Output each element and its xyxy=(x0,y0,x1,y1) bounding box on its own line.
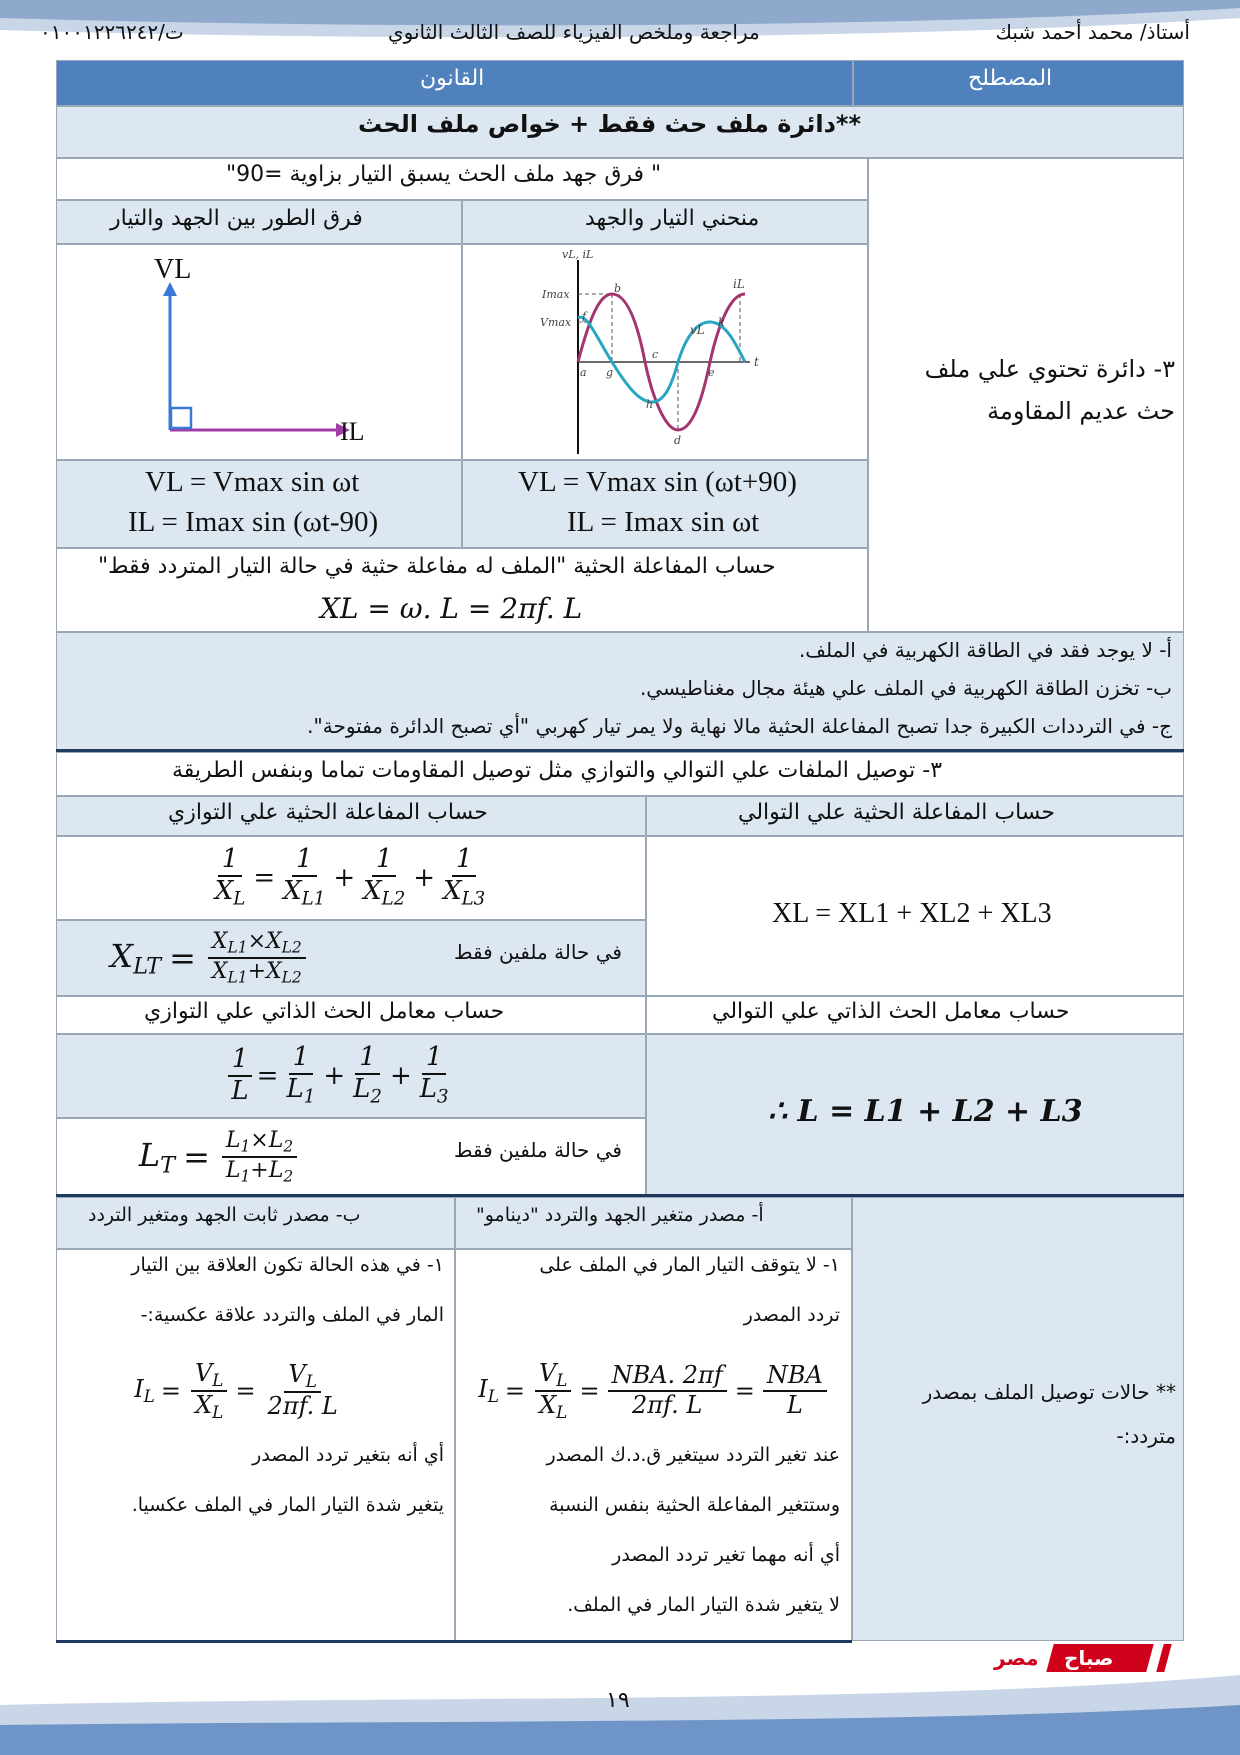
reactance-text: حساب المفاعلة الحثية "الملف له مفاعلة حثية في حالة التيار المتردد فقط" xyxy=(98,554,776,579)
parallel-l-equation: $\frac{1}{L}$ = $\frac{1}{L_1}$ + $\frac{1}{L_2}$ + $\frac{1}{L_3}$ xyxy=(210,1034,470,1118)
source-b-line2: المار في الملف والتردد علاقة عكسية:- xyxy=(140,1304,444,1326)
source-a-equation: $I_L$ = $\frac{V_L}{X_L}$ = $\frac{\text{NBA. 2πf}}{2\pi f. L}$ = $\frac{\text{NBA}}{L}$ xyxy=(462,1346,847,1436)
phase-note: " فرق جهد ملف الحث يسبق التيار بزاوية =90" xyxy=(226,162,662,187)
curve-head: منحني التيار والجهد xyxy=(585,206,760,231)
graph-imax-label: Imax xyxy=(542,288,570,301)
document-subject: مراجعة وملخص الفيزياء للصف الثالث الثانوي xyxy=(388,20,760,44)
source-b-equation: $I_L$ = $\frac{V_L}{X_L}$ = $\frac{V_L}{2\pi f. L}$ xyxy=(134,1358,338,1423)
graph-axes-label: vL, iL xyxy=(562,248,594,261)
section3-term: ** حالات توصيل الملف بمصدر متردد:- xyxy=(922,1380,1176,1448)
logo-word-sabah: صباح xyxy=(1064,1646,1114,1670)
source-b-after-1: أي أنه بتغير تردد المصدر xyxy=(252,1444,444,1466)
graph-b-label: b xyxy=(614,282,622,295)
graph-k-label: k xyxy=(718,316,725,329)
graph-vmax-label: Vmax xyxy=(540,316,572,329)
graph-e-label: e xyxy=(708,366,715,379)
property-b: ب- تخزن الطاقة الكهربية في الملف علي هيئة مجال مغناطيسي. xyxy=(639,676,1172,700)
phase-head: فرق الطور بين الجهد والتيار xyxy=(110,206,363,231)
phasor-diagram xyxy=(140,250,400,450)
term-header-label: المصطلح xyxy=(968,66,1053,91)
eq-il-lag: IL = Imax sin (ωt-90) xyxy=(128,506,379,538)
graph-f-label: f xyxy=(582,310,587,323)
source-a-head: أ- مصدر متغير الجهد والتردد "دينامو" xyxy=(476,1204,764,1226)
two-coils-x-note: في حالة ملفين فقط xyxy=(454,940,622,964)
source-a-after-4: لا يتغير شدة التيار المار في الملف. xyxy=(567,1594,840,1616)
law-header-label: القانون xyxy=(420,66,485,91)
two-coils-l-note: في حالة ملفين فقط xyxy=(454,1138,622,1162)
property-a: أ- لا يوجد فقد في الطاقة الكهربية في الملف. xyxy=(798,638,1172,662)
two-coils-l-equation: $L_T$ = $\frac{L_1\times L_2}{L_1+L_2}$ xyxy=(120,1118,320,1196)
phone-number: ت/٠١٠٠١٢٢٦٢٤٢ xyxy=(40,20,184,44)
parallel-l-head: حساب معامل الحث الذاتي علي التوازي xyxy=(144,999,505,1024)
parallel-x-head: حساب المفاعلة الحثية علي التوازي xyxy=(168,800,488,825)
graph-t-label: t xyxy=(754,355,759,369)
two-coils-x-equation: $X_{LT}$ = $\frac{X_{L1}\times X_{L2}}{X_{L1}+X_{L2}}$ xyxy=(90,920,330,996)
section-divider-3 xyxy=(56,1640,852,1643)
page-number: ١٩ xyxy=(606,1688,630,1713)
footer-logo xyxy=(988,1640,1188,1676)
series-l-head: حساب معامل الحث الذاتي علي التوالي xyxy=(712,999,1070,1024)
source-a-after-3: أي أنه مهما تغير تردد المصدر xyxy=(612,1544,840,1566)
logo-slash xyxy=(1156,1644,1172,1672)
eq-vl-lead: VL = Vmax sin (ωt+90) xyxy=(518,466,797,498)
parallel-x-equation: $\frac{1}{X_L}$ = $\frac{1}{X_{L1}}$ + $\frac{1}{X_{L2}}$ + $\frac{1}{X_{L3}}$ xyxy=(214,844,486,910)
eq-il-lead: IL = Imax sin ωt xyxy=(567,506,760,538)
source-b-line1: ١- في هذه الحالة تكون العلاقة بين التيار xyxy=(131,1254,444,1276)
teacher-name: أستاذ/ محمد أحمد شبك xyxy=(995,20,1190,44)
graph-a-label: a xyxy=(580,366,587,379)
section1-title: **دائرة ملف حث فقط + خواص ملف الحث xyxy=(358,110,862,138)
source-a-line1: ١- لا يتوقف التيار المار في الملف على xyxy=(539,1254,840,1276)
source-b-after-2: يتغير شدة التيار المار في الملف عكسيا. xyxy=(131,1494,444,1516)
source-a-after-1: عند تغير التردد سيتغير ق.د.ك المصدر xyxy=(546,1444,840,1466)
series-x-head: حساب المفاعلة الحثية علي التوالي xyxy=(738,800,1055,825)
graph-d-label: d xyxy=(674,434,682,447)
series-x-equation: XL = XL1 + XL2 + XL3 xyxy=(772,898,1052,929)
graph-il-label: iL xyxy=(733,277,745,291)
current-voltage-graph xyxy=(540,246,790,458)
graph-c-label: c xyxy=(652,348,659,361)
property-c: ج- في الترددات الكبيرة جدا تصبح المفاعلة الحثية مالا نهاية ولا يمر تيار كهربي "أي تصبح الدائرة مفتوحة". xyxy=(307,714,1172,738)
section1-term: ٣- دائرة تحتوي علي ملف حث عديم المقاومة xyxy=(924,355,1175,425)
series-l-equation: ∴ L = L1 + L2 + L3 xyxy=(768,1094,1083,1129)
source-b-head: ب- مصدر ثابت الجهد ومتغير التردد xyxy=(88,1204,361,1226)
source-a-line2: تردد المصدر xyxy=(743,1304,840,1326)
graph-h-label: h xyxy=(646,398,654,411)
source-a-after-2: وستتغير المفاعلة الحثية بنفس النسبة xyxy=(549,1494,840,1516)
section2-title: ٣- توصيل الملفات علي التوالي والتوازي مثل توصيل المقاومات تماما وبنفس الطريقة xyxy=(172,758,943,783)
graph-vl-label: vL xyxy=(690,323,705,337)
reactance-equation: XL = ω. L = 2πf. L xyxy=(320,592,583,625)
eq-vl-lag: VL = Vmax sin ωt xyxy=(145,466,360,498)
phasor-i-label: IL xyxy=(340,417,365,446)
logo-word-masr: مصر xyxy=(994,1646,1039,1670)
graph-g-label: g xyxy=(606,366,614,379)
phasor-v-label: VL xyxy=(154,254,192,285)
